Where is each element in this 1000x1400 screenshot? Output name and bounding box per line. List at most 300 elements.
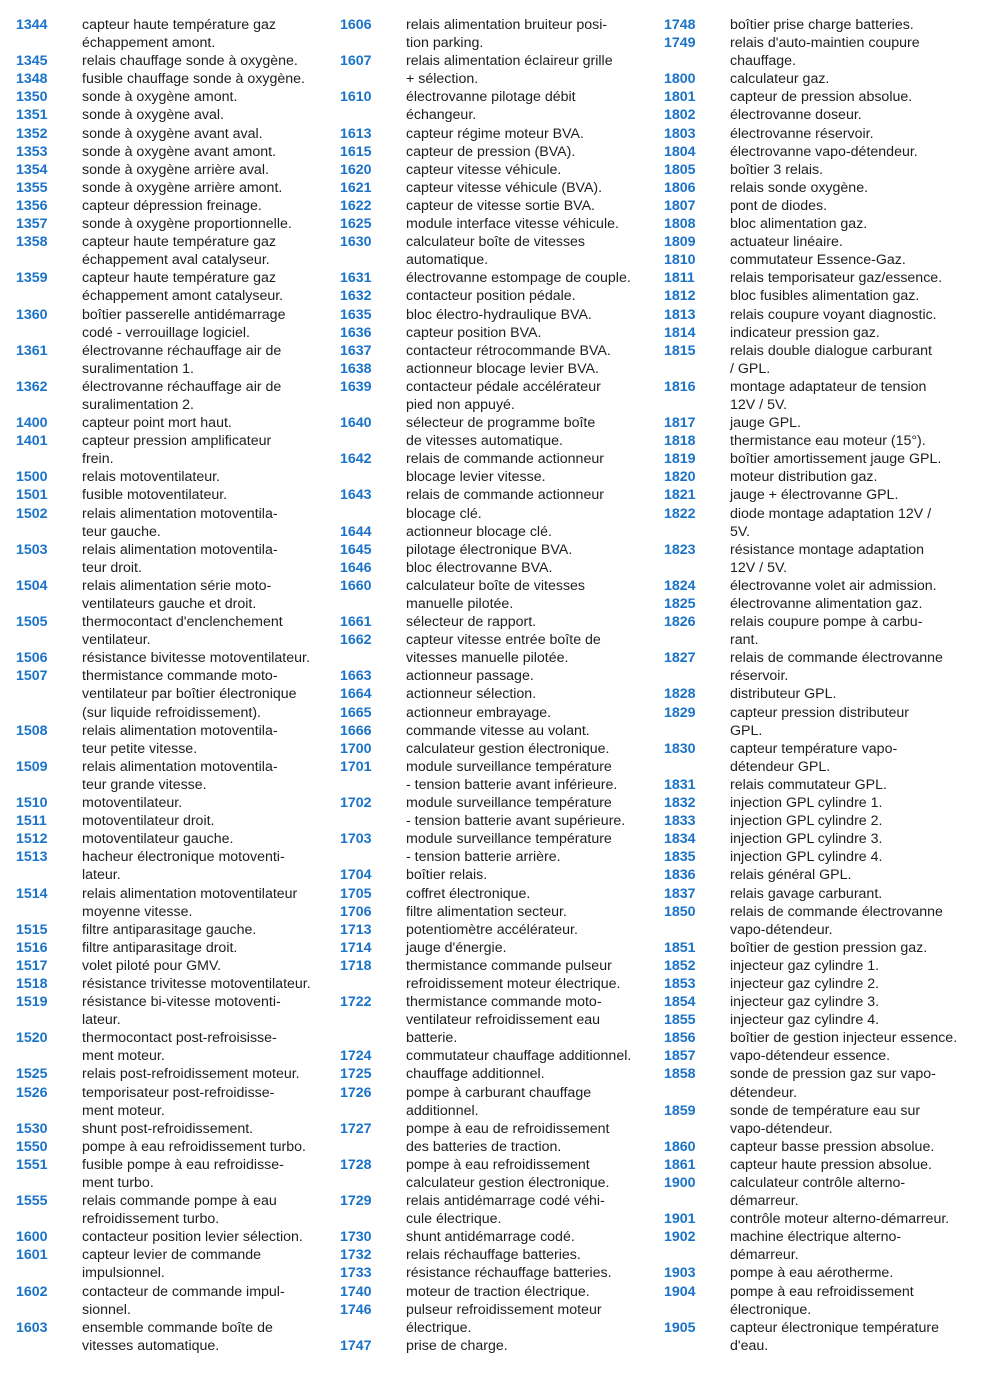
component-description xyxy=(82,414,322,432)
description-line: pompe à eau de refroidissement xyxy=(406,1120,610,1137)
component-code: 1359 xyxy=(16,270,48,287)
description-line: + sélection. xyxy=(406,71,479,88)
component-code: 1625 xyxy=(340,216,372,233)
component-entry xyxy=(16,1283,334,1319)
description-line: capteur pression distributeur xyxy=(730,704,910,721)
component-description xyxy=(406,939,646,957)
description-line: injecteur gaz cylindre 1. xyxy=(730,957,880,974)
component-description xyxy=(730,34,970,70)
description-line: lateur. xyxy=(82,1012,121,1029)
component-code: 1821 xyxy=(664,487,696,504)
component-code: 1345 xyxy=(16,53,48,70)
component-entry xyxy=(16,269,334,305)
component-code: 1701 xyxy=(340,758,372,775)
component-entry xyxy=(340,903,658,921)
description-line: électrique. xyxy=(406,1319,472,1336)
description-line: vapo-détendeur essence. xyxy=(730,1048,891,1065)
description-line: ventilateurs gauche et droit. xyxy=(82,596,257,612)
description-line: lateur. xyxy=(82,867,121,884)
description-line: refroidissement turbo. xyxy=(82,1211,220,1228)
component-entry xyxy=(664,541,982,577)
description-line: thermistance eau moteur (15°). xyxy=(730,433,926,450)
component-entry xyxy=(664,975,982,993)
component-code: 1852 xyxy=(664,957,696,974)
component-description xyxy=(82,1319,322,1355)
component-code: 1519 xyxy=(16,994,48,1011)
component-description xyxy=(82,939,322,957)
description-line: commande vitesse au volant. xyxy=(406,722,590,739)
description-line: capteur électronique température xyxy=(730,1319,939,1336)
component-description xyxy=(730,1029,970,1047)
description-line: relais alimentation motoventila- xyxy=(82,541,278,558)
component-entry xyxy=(16,16,334,52)
component-entry xyxy=(340,794,658,830)
component-description xyxy=(406,885,646,903)
component-description xyxy=(406,324,646,342)
component-code: 1361 xyxy=(16,342,48,359)
description-line: sélecteur de programme boîte xyxy=(406,415,596,432)
description-line: / GPL. xyxy=(730,360,771,377)
component-code: 1665 xyxy=(340,704,372,721)
component-description xyxy=(82,125,322,143)
component-entry xyxy=(16,179,334,197)
description-line: - tension batterie arrière. xyxy=(406,849,561,866)
component-entry xyxy=(664,505,982,541)
description-line: boîtier amortissement jauge GPL. xyxy=(730,451,942,468)
description-line: capteur régime moteur BVA. xyxy=(406,125,584,142)
component-description xyxy=(730,450,970,468)
description-line: contacteur position pédale. xyxy=(406,288,576,305)
component-entry xyxy=(340,287,658,305)
description-line: relais double dialogue carburant xyxy=(730,342,932,359)
component-code: 1660 xyxy=(340,577,372,594)
description-line: filtre antiparasitage gauche. xyxy=(82,921,257,938)
component-entry xyxy=(664,1283,982,1319)
component-description xyxy=(406,613,646,631)
component-description xyxy=(406,993,646,1047)
component-description xyxy=(730,1011,970,1029)
component-entry xyxy=(16,794,334,812)
component-description xyxy=(82,179,322,197)
component-description xyxy=(730,613,970,649)
description-line: échappement amont catalyseur. xyxy=(82,288,284,305)
component-code: 1632 xyxy=(340,288,372,305)
description-line: shunt post-refroidissement. xyxy=(82,1120,254,1137)
component-code: 1730 xyxy=(340,1229,372,1246)
component-description xyxy=(730,1156,970,1174)
description-line: électronique. xyxy=(730,1301,812,1318)
description-line: thermocontact d'enclenchement xyxy=(82,614,283,631)
component-code: 1732 xyxy=(340,1247,372,1264)
component-entry xyxy=(340,342,658,360)
component-description xyxy=(406,233,646,269)
component-code: 1401 xyxy=(16,433,48,450)
description-line: volet piloté pour GMV. xyxy=(82,957,222,974)
component-entry xyxy=(340,1246,658,1264)
component-code: 1620 xyxy=(340,161,372,178)
component-description xyxy=(730,993,970,1011)
component-code: 1600 xyxy=(16,1229,48,1246)
description-line: sonde à oxygène proportionnelle. xyxy=(82,216,292,233)
description-line: pompe à carburant chauffage xyxy=(406,1084,592,1101)
component-code: 1900 xyxy=(664,1175,696,1191)
description-line: indicateur pression gaz. xyxy=(730,324,880,341)
description-line: détendeur GPL. xyxy=(730,758,831,775)
component-code: 1518 xyxy=(16,975,48,992)
component-entry xyxy=(16,1246,334,1282)
component-entry xyxy=(664,486,982,504)
component-entry xyxy=(16,830,334,848)
component-code: 1832 xyxy=(664,795,696,812)
description-line: 12V / 5V. xyxy=(730,396,788,413)
description-line: manuelle pilotée. xyxy=(406,596,514,612)
component-index-page xyxy=(16,16,982,1386)
component-entry xyxy=(16,1084,334,1120)
component-code: 1816 xyxy=(664,378,696,395)
description-line: vapo-détendeur. xyxy=(730,1120,833,1137)
component-entry xyxy=(664,1047,982,1065)
description-line: relais gavage carburant. xyxy=(730,885,883,902)
component-entry xyxy=(16,541,334,577)
component-code: 1905 xyxy=(664,1319,696,1336)
component-code: 1705 xyxy=(340,885,372,902)
component-entry xyxy=(664,595,982,613)
component-code: 1355 xyxy=(16,179,48,196)
description-line: (sur liquide refroidissement). xyxy=(82,704,261,721)
description-line: échappement amont. xyxy=(82,35,216,52)
description-line: bloc électrovanne BVA. xyxy=(406,559,553,576)
description-line: batterie. xyxy=(406,1030,458,1047)
component-entry xyxy=(16,106,334,124)
component-code: 1640 xyxy=(340,415,372,432)
description-line: montage adaptateur de tension xyxy=(730,378,927,395)
component-entry xyxy=(664,432,982,450)
description-line: ment moteur. xyxy=(82,1102,165,1119)
description-line: relais coupure pompe à carbu- xyxy=(730,614,923,631)
component-description xyxy=(82,486,322,504)
description-line: capteur de vitesse sortie BVA. xyxy=(406,197,595,214)
component-entry xyxy=(16,468,334,486)
component-entry xyxy=(664,1029,982,1047)
description-line: contacteur pédale accélérateur xyxy=(406,378,601,395)
description-line: réservoir. xyxy=(730,668,789,685)
component-description xyxy=(82,885,322,921)
component-code: 1901 xyxy=(664,1211,696,1228)
component-entry xyxy=(16,197,334,215)
description-line: relais alimentation bruiteur posi- xyxy=(406,17,608,33)
component-entry xyxy=(664,197,982,215)
component-description xyxy=(730,740,970,776)
description-line: relais motoventilateur. xyxy=(82,469,221,486)
component-description xyxy=(406,179,646,197)
component-entry xyxy=(16,233,334,269)
component-description xyxy=(730,939,970,957)
component-description xyxy=(406,1301,646,1337)
component-code: 1354 xyxy=(16,161,48,178)
component-code: 1505 xyxy=(16,614,48,631)
component-description xyxy=(406,1264,646,1282)
component-description xyxy=(82,758,322,794)
component-code: 1805 xyxy=(664,161,696,178)
description-line: bloc fusibles alimentation gaz. xyxy=(730,288,920,305)
description-line: actionneur embrayage. xyxy=(406,704,552,721)
description-line: teur droit. xyxy=(82,559,142,576)
description-line: électrovanne estompage de couple. xyxy=(406,270,631,287)
description-line: électrovanne réchauffage air de xyxy=(82,342,282,359)
component-entry xyxy=(340,559,658,577)
component-code: 1517 xyxy=(16,957,48,974)
component-description xyxy=(730,830,970,848)
description-line: actionneur sélection. xyxy=(406,686,537,703)
column-2 xyxy=(340,16,658,1386)
component-entry xyxy=(340,1264,658,1282)
description-line: détendeur. xyxy=(730,1084,798,1101)
description-line: capteur position BVA. xyxy=(406,324,542,341)
component-entry xyxy=(340,215,658,233)
description-line: ment moteur. xyxy=(82,1048,165,1065)
component-description xyxy=(730,233,970,251)
description-line: injecteur gaz cylindre 4. xyxy=(730,1012,880,1029)
component-code: 1645 xyxy=(340,541,372,558)
component-entry xyxy=(16,975,334,993)
component-entry xyxy=(16,1319,334,1355)
component-code: 1808 xyxy=(664,216,696,233)
component-description xyxy=(406,215,646,233)
component-code: 1729 xyxy=(340,1193,372,1210)
component-code: 1834 xyxy=(664,831,696,848)
component-code: 1360 xyxy=(16,306,48,323)
component-entry xyxy=(16,70,334,88)
description-line: coffret électronique. xyxy=(406,885,531,902)
description-line: boîtier passerelle antidémarrage xyxy=(82,306,286,323)
component-description xyxy=(730,16,970,34)
description-line: ventilateur. xyxy=(82,632,151,649)
component-description xyxy=(82,1192,322,1228)
component-code: 1747 xyxy=(340,1337,372,1354)
description-line: électrovanne réservoir. xyxy=(730,125,874,142)
component-entry xyxy=(340,306,658,324)
component-code: 1643 xyxy=(340,487,372,504)
description-line: relais d'auto-maintien coupure xyxy=(730,35,920,52)
component-description xyxy=(730,1174,970,1210)
component-description xyxy=(730,125,970,143)
component-code: 1504 xyxy=(16,577,48,594)
component-description xyxy=(730,595,970,613)
component-entry xyxy=(340,939,658,957)
component-entry xyxy=(664,957,982,975)
component-entry xyxy=(340,269,658,287)
component-entry xyxy=(340,161,658,179)
component-code: 1702 xyxy=(340,795,372,812)
component-entry xyxy=(664,848,982,866)
description-line: résistance bi-vitesse motoventi- xyxy=(82,994,281,1011)
component-description xyxy=(82,468,322,486)
component-code: 1602 xyxy=(16,1283,48,1300)
component-code: 1610 xyxy=(340,89,372,106)
description-line: impulsionnel. xyxy=(82,1265,165,1282)
component-description xyxy=(730,577,970,595)
component-code: 1850 xyxy=(664,903,696,920)
component-entry xyxy=(664,1156,982,1174)
description-line: électrovanne pilotage débit xyxy=(406,89,576,106)
component-description xyxy=(82,830,322,848)
component-code: 1728 xyxy=(340,1156,372,1173)
component-description xyxy=(730,161,970,179)
component-entry xyxy=(664,830,982,848)
component-description xyxy=(730,1228,970,1264)
component-code: 1356 xyxy=(16,197,48,214)
component-description xyxy=(82,215,322,233)
description-line: commutateur chauffage additionnel. xyxy=(406,1048,632,1065)
component-entry xyxy=(340,125,658,143)
component-description xyxy=(406,1283,646,1301)
component-code: 1904 xyxy=(664,1283,696,1300)
component-entry xyxy=(340,667,658,685)
component-entry xyxy=(664,885,982,903)
description-line: refroidissement moteur électrique. xyxy=(406,975,621,992)
component-description xyxy=(406,685,646,703)
component-code: 1514 xyxy=(16,885,48,902)
description-line: pompe à eau refroidissement xyxy=(730,1283,914,1300)
component-description xyxy=(406,921,646,939)
component-code: 1827 xyxy=(664,650,696,667)
description-line: pied non appuyé. xyxy=(406,396,515,413)
component-entry xyxy=(664,306,982,324)
component-description xyxy=(82,1246,322,1282)
component-code: 1503 xyxy=(16,541,48,558)
description-line: relais alimentation motoventilateur xyxy=(82,885,298,902)
description-line: relais réchauffage batteries. xyxy=(406,1247,581,1264)
component-code: 1854 xyxy=(664,994,696,1011)
component-description xyxy=(406,161,646,179)
description-line: relais général GPL. xyxy=(730,867,852,884)
component-code: 1826 xyxy=(664,614,696,631)
description-line: sonde à oxygène arrière aval. xyxy=(82,161,269,178)
component-code: 1530 xyxy=(16,1120,48,1137)
component-entry xyxy=(340,143,658,161)
component-entry xyxy=(340,866,658,884)
component-code: 1860 xyxy=(664,1138,696,1155)
description-line: sonde à oxygène arrière amont. xyxy=(82,179,283,196)
component-code: 1749 xyxy=(664,35,696,52)
description-line: bloc électro-hydraulique BVA. xyxy=(406,306,592,323)
description-line: actionneur blocage clé. xyxy=(406,523,552,540)
component-entry xyxy=(16,885,334,921)
component-description xyxy=(730,324,970,342)
description-line: GPL. xyxy=(730,722,763,739)
description-line: injection GPL cylindre 2. xyxy=(730,813,883,830)
component-entry xyxy=(16,921,334,939)
component-entry xyxy=(340,830,658,866)
description-line: contacteur rétrocommande BVA. xyxy=(406,342,611,359)
component-code: 1822 xyxy=(664,505,696,522)
component-description xyxy=(406,830,646,866)
component-description xyxy=(82,197,322,215)
component-code: 1622 xyxy=(340,197,372,214)
description-line: relais alimentation motoventila- xyxy=(82,722,278,739)
component-code: 1555 xyxy=(16,1193,48,1210)
component-description xyxy=(730,1138,970,1156)
component-entry xyxy=(664,233,982,251)
description-line: résistance bivitesse motoventilateur. xyxy=(82,650,310,667)
component-code: 1835 xyxy=(664,849,696,866)
component-entry xyxy=(664,685,982,703)
component-code: 1806 xyxy=(664,179,696,196)
component-description xyxy=(406,577,646,613)
description-line: diode montage adaptation 12V / xyxy=(730,505,932,522)
description-line: calculateur contrôle alterno- xyxy=(730,1175,906,1191)
description-line: motoventilateur gauche. xyxy=(82,831,234,848)
component-entry xyxy=(340,179,658,197)
description-line: relais de commande électrovanne xyxy=(730,650,943,667)
component-entry xyxy=(340,523,658,541)
component-code: 1837 xyxy=(664,885,696,902)
description-line: actionneur blocage levier BVA. xyxy=(406,360,599,377)
description-line: bloc alimentation gaz. xyxy=(730,216,868,233)
description-line: injection GPL cylindre 1. xyxy=(730,795,883,812)
component-entry xyxy=(16,1029,334,1065)
description-line: relais sonde oxygène. xyxy=(730,179,869,196)
description-line: contacteur position levier sélection. xyxy=(82,1229,303,1246)
component-description xyxy=(406,1156,646,1192)
component-code: 1351 xyxy=(16,107,48,124)
component-entry xyxy=(16,848,334,884)
component-code: 1621 xyxy=(340,179,372,196)
description-line: injecteur gaz cylindre 2. xyxy=(730,975,880,992)
component-entry xyxy=(16,667,334,721)
description-line: électrovanne réchauffage air de xyxy=(82,378,282,395)
component-entry xyxy=(16,215,334,233)
component-description xyxy=(730,432,970,450)
component-description xyxy=(406,1065,646,1083)
description-line: calculateur gaz. xyxy=(730,71,830,88)
component-description xyxy=(730,88,970,106)
component-entry xyxy=(16,939,334,957)
component-entry xyxy=(340,1120,658,1156)
component-code: 1502 xyxy=(16,505,48,522)
description-line: relais temporisateur gaz/essence. xyxy=(730,270,943,287)
component-description xyxy=(406,631,646,667)
component-code: 1831 xyxy=(664,776,696,793)
description-line: vitesses automatique. xyxy=(82,1337,220,1354)
component-code: 1511 xyxy=(16,813,47,830)
description-line: injecteur gaz cylindre 3. xyxy=(730,994,880,1011)
component-entry xyxy=(16,1065,334,1083)
component-entry xyxy=(664,378,982,414)
component-code: 1353 xyxy=(16,143,48,160)
component-code: 1662 xyxy=(340,632,372,649)
component-entry xyxy=(16,432,334,468)
component-code: 1815 xyxy=(664,342,696,359)
description-line: fusible motoventilateur. xyxy=(82,487,228,504)
component-code: 1818 xyxy=(664,433,696,450)
component-code: 1526 xyxy=(16,1084,48,1101)
component-code: 1824 xyxy=(664,577,696,594)
component-entry xyxy=(664,1102,982,1138)
description-line: filtre antiparasitage droit. xyxy=(82,939,238,956)
component-code: 1817 xyxy=(664,415,696,432)
component-entry xyxy=(16,125,334,143)
component-entry xyxy=(664,1174,982,1210)
description-line: actionneur passage. xyxy=(406,668,534,685)
component-description xyxy=(82,106,322,124)
component-description xyxy=(82,921,322,939)
component-description xyxy=(730,505,970,541)
description-line: calculateur boîte de vitesses xyxy=(406,234,586,251)
component-entry xyxy=(340,722,658,740)
component-code: 1613 xyxy=(340,125,372,142)
component-entry xyxy=(664,468,982,486)
